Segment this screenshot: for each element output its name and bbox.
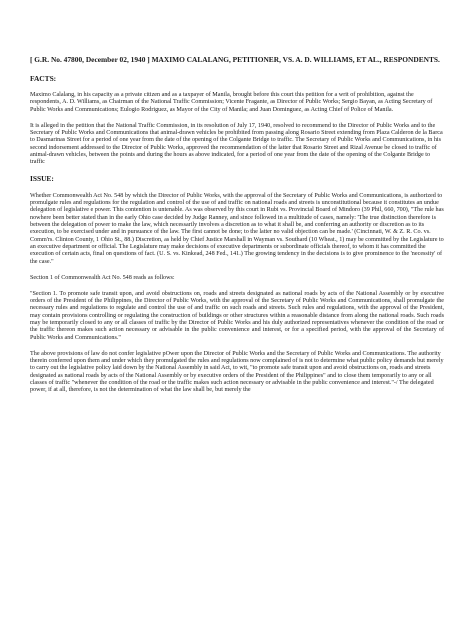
case-title: [ G.R. No. 47800, December 02, 1940 ] MAXIMO CALALANG, PETITIONER, VS. A. D. WILLIAMS, ET AL., RESPONDENTS. xyxy=(30,55,440,64)
section-quote: "Section 1. To promote safe transit upon, and avoid obstructions on, roads and streets designated as national roads by acts of the National Assembly or by executive orders of the President of the Philippines, the Director of Public Works, with the approval of the Secretary of Public Works and Communications, shall promulgate the necessary rules and regulations to regulate and control the use of and traffic on such roads and streets. Such rules and regulations, with the approval of the President, may contain provisions controlling or regulating the construction of buildings or other structures within a reasonable distance from along the national roads. Such roads may be temporarily closed to any or all classes of traffic by the Director of Public Works and his duly authorized representatives whenever the condition of the road or the traffic thereon makes such action necessary or advisable in the public convenience and interest, or for a specified period, with the approval of the Secretary of Public Works and Communications." xyxy=(30,290,444,341)
facts-heading: FACTS: xyxy=(30,73,57,83)
issue-heading: ISSUE: xyxy=(30,174,54,184)
issue-paragraph: Whether Commonwealth Act No. 548 by which the Director of Public Works, with the approval of the Secretary of Public Works and Communications, is authorized to promulgate rules and regulations for the regulation and control of the use of and traffic on national roads and streets is unconstitutional because it constitutes an undue delegation of legislative e power. This contention is untenable. As was observed by this court in Rubi vs. Provincial Board of Mindoro (39 Phil, 660, 700), "The rule has nowhere been better stated than in the early Ohio case decided by Judge Ranney, and since followed in a multitude of cases, namely: 'The true distinction therefore is between the delegation of power to make the law, which necessarily involves a discretion as to what it shall be, and conferring an authority or discretion as to its execution, to be exercised under and in pursuance of the law. The first cannot be done; to the latter no valid objection can be made.' (Cincinnati, W. & Z. R. Co. vs. Comm'rs. Clinton County, 1 Ohio St., 88.) Discretion, as held by Chief Justice Marshall in Wayman vs. Southard (10 Wheat., 1) may be committed by the Legislature to an executive department or official. The Legislature may make decisions of executive departments or subordinate officials thereof, to whom it has committed the execution of certain acts, final on questions of fact. (U. S. vs. Kinkead, 248 Fed., 141.) The growing tendency in the decisions is to give prominence to the 'necessity' of the case." xyxy=(30,192,444,265)
closing-paragraph: The above provisions of law do not confer legislative pOwer upon the Director of Public Works and the Secretary of Public Works and Communications. The authority therein conferred upon them and under which they promulgated the rules and regulations now complained of is not to determine what public policy demands but merely to carry out the legislative policy laid down by the National Assembly in said Act, to wit, "to promote safe transit upon and avoid obstructions on, roads and streets designated as national roads by acts of the National Assembly or by executive orders of the President of the Philippines" and to close them temporarily to any or all classes of traffic "whenever the condition of the road or the traffic makes such action necessary or advisable in the public convenience and interest."-/ The delegated power, if at all, therefore, is not the determination of what the law shall be, but merely the xyxy=(30,350,444,394)
section-intro: Section 1 of Commonwealth Act No. 548 reads as follows: xyxy=(30,274,175,281)
facts-paragraph-1: Maximo Calalang, in his capacity as a private citizen and as a taxpayer of Manila, brought before this court this petition for a writ of prohibition, against the respondents, A. D. Williams, as Chairman of the National Traffic Commission; Vicente Fragante, as Director of Public Works; Sergio Bayan, as Acting Secretary of Public Works and Communications; Eulogio Rodriguez, as Mayor of the City of Manila; and Juan Dominguez, as Acting Chief of Police of Manila. xyxy=(30,91,433,113)
facts-paragraph-2: It is alleged in the petition that the National Traffic Commission, in its resolution of July 17, 1940, resolved to recommend to the Director of Public Works and to the Secretary of Public Works and Communications that animal-drawn vehicles be prohibited from passing along Rosario Street extending from Plaza Calderon de la Barca to Dasmarinas Street for a period of one year from the date of the opening of the Colgante Bridge to traffic. The Secretary of Public Works and Communications, in his second indorsement addressed to the Director of Public Works, approved the recommendation of the latter that Rosario Street and Rizal Avenue be closed to traffic of animal-drawn vehicles, between the points and during the hours as above indicated, for a period of one year from the date of the opening of the Colgante Bridge to traffic xyxy=(30,122,443,166)
